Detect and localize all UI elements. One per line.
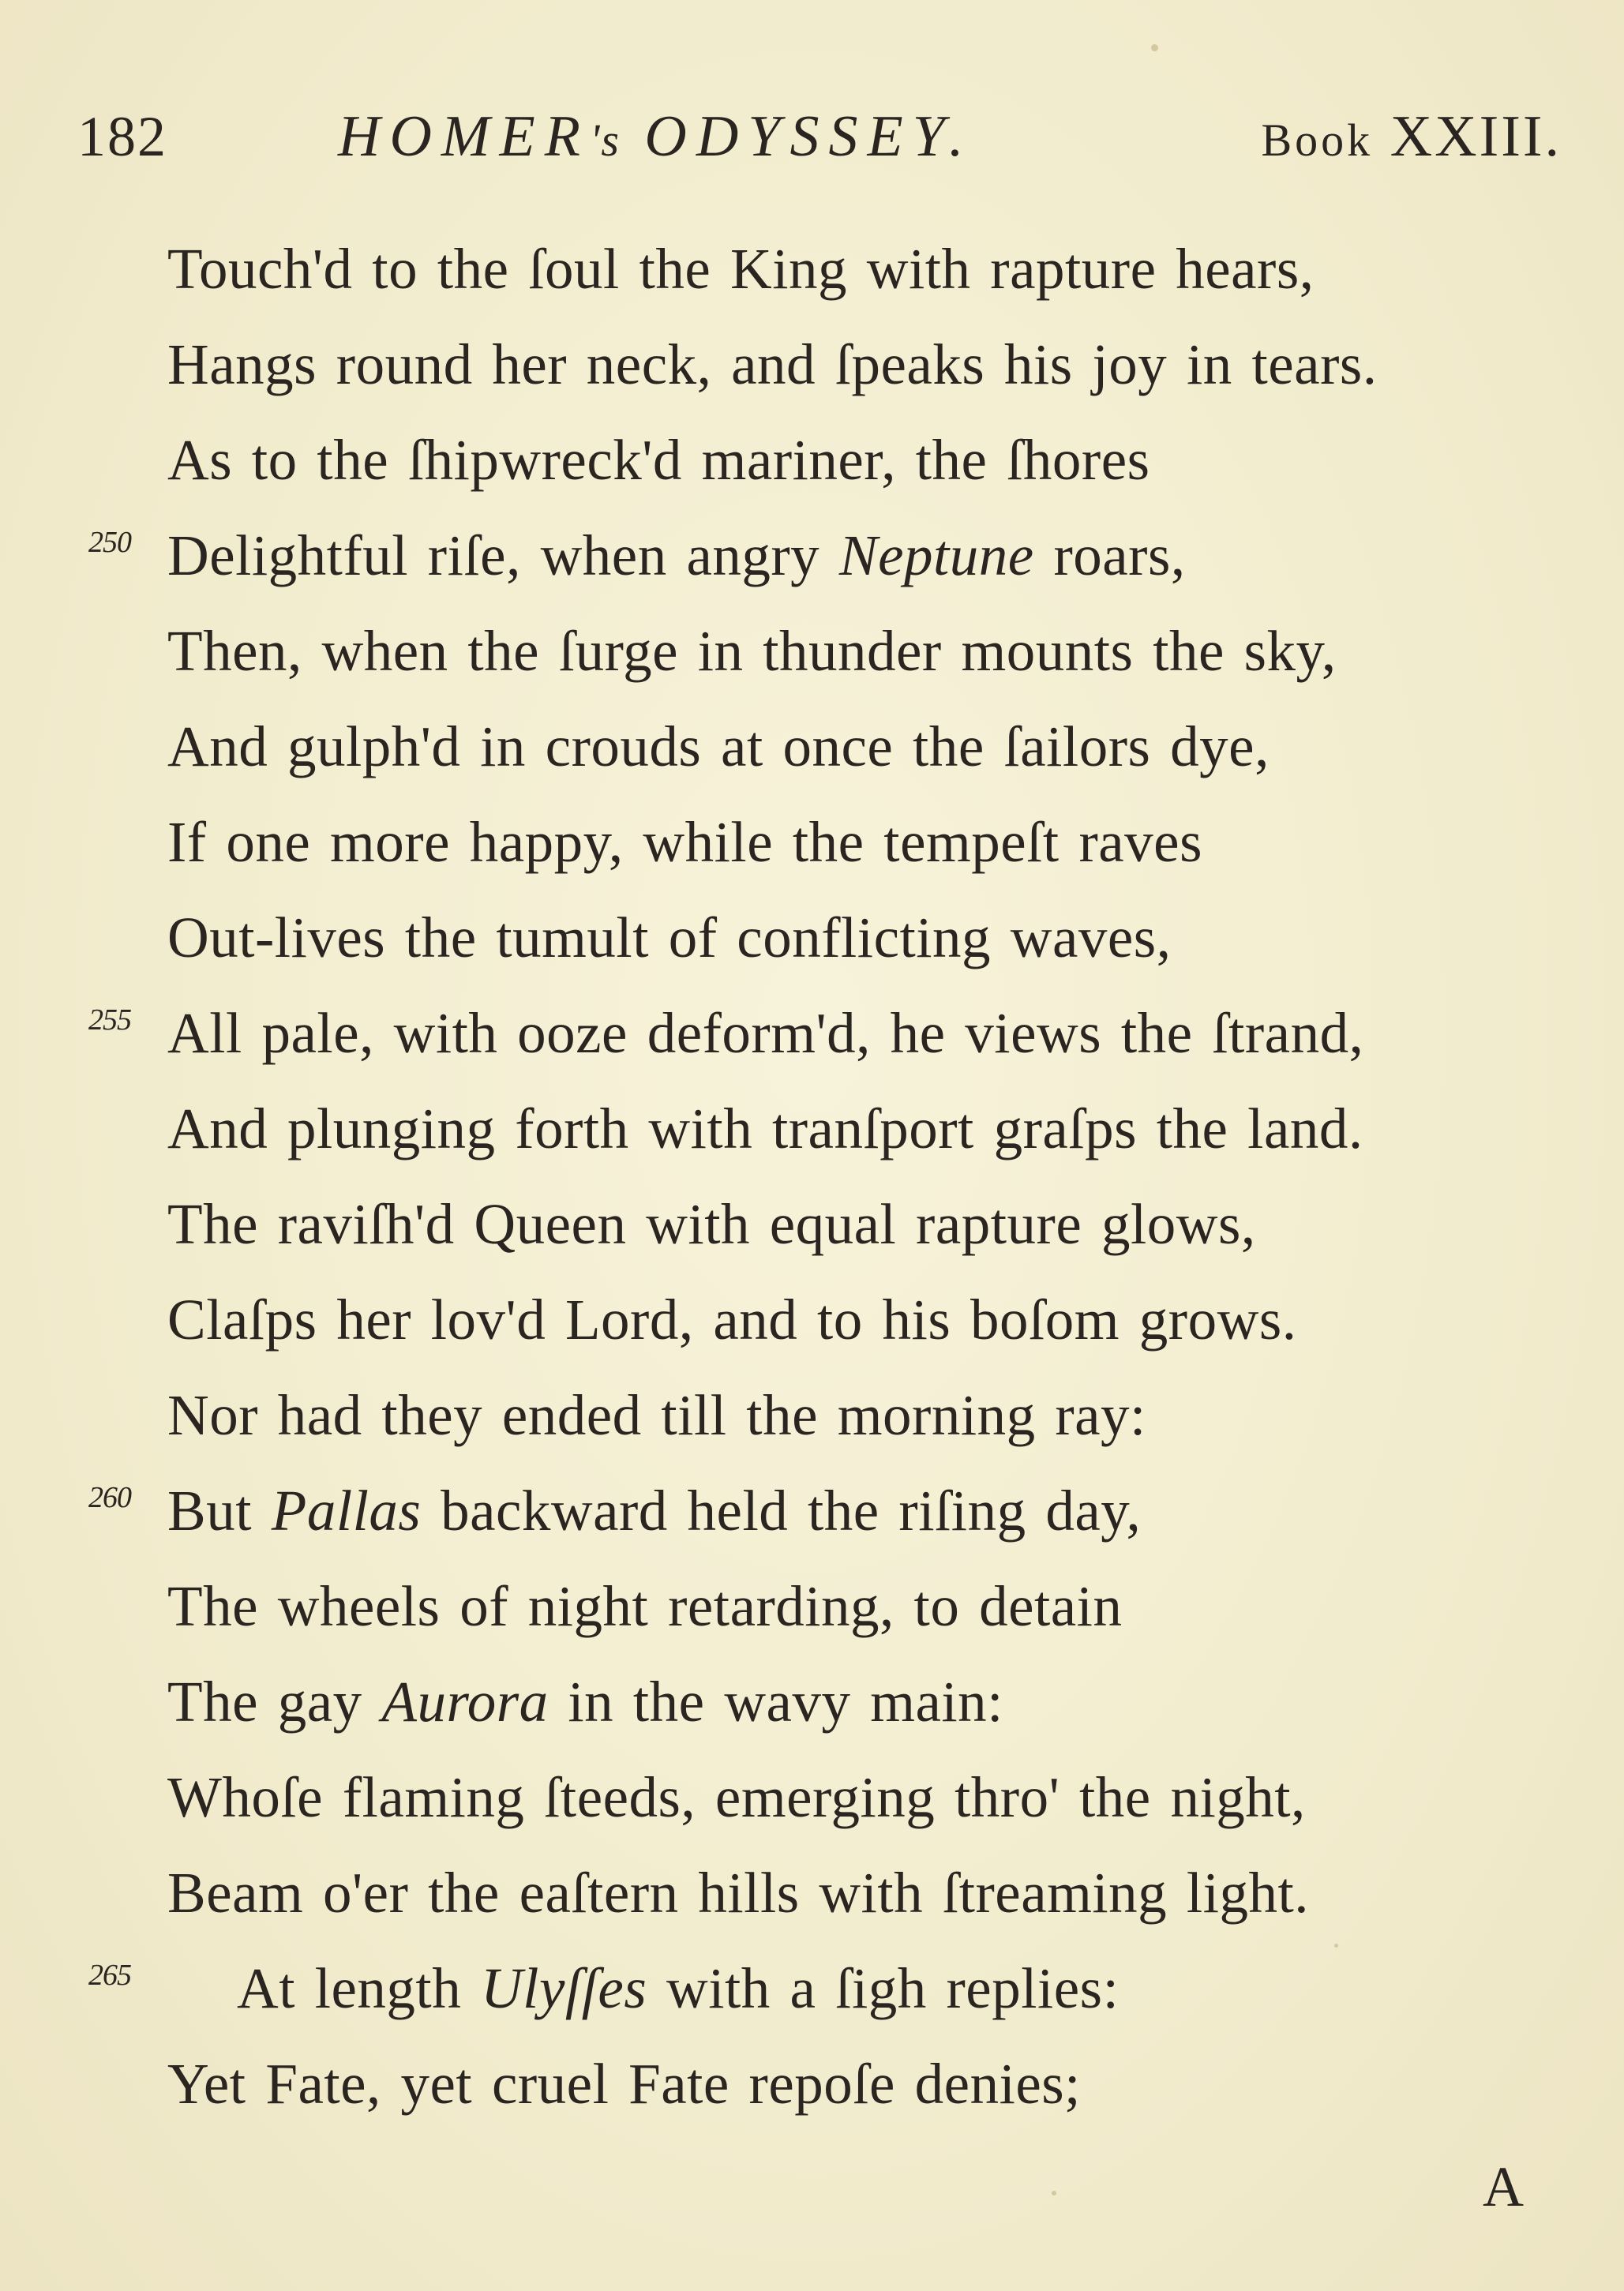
verse-text — [167, 794, 1202, 890]
verse-segment: But — [167, 1479, 272, 1543]
line-number: 250 — [88, 526, 131, 559]
verse-segment: And gulph'd in crouds at once the ſailors dye, — [167, 714, 1270, 778]
verse-block — [0, 221, 1624, 2132]
verse-line — [0, 699, 1624, 794]
verse-line — [0, 1749, 1624, 1845]
verse-text — [167, 699, 1270, 794]
catchword: A — [1483, 2155, 1524, 2218]
verse-segment: Out-lives the tumult of conflicting waves, — [167, 906, 1172, 969]
title-rest: ODYSSEY. — [644, 104, 973, 169]
paper-speck — [1334, 1944, 1338, 1948]
verse-segment: backward held the riſing day, — [421, 1479, 1142, 1543]
verse-segment: And plunging forth with tranſport graſps the land. — [167, 1097, 1363, 1160]
verse-text — [237, 1940, 1119, 2036]
verse-text — [167, 412, 1150, 508]
verse-line — [0, 1940, 1624, 2036]
verse-text — [167, 890, 1171, 985]
verse-line — [0, 603, 1624, 699]
verse-segment: All pale, with ooze deform'd, he views the ſtrand, — [167, 1001, 1364, 1065]
italic-proper-name: Pallas — [271, 1479, 422, 1543]
verse-text — [167, 2036, 1081, 2132]
verse-text — [167, 317, 1378, 412]
verse-line — [0, 985, 1624, 1081]
verse-segment: At length — [237, 1956, 481, 2020]
italic-proper-name: Neptune — [838, 523, 1034, 587]
verse-line — [0, 1558, 1624, 1654]
verse-line — [0, 1367, 1624, 1463]
verse-segment: As to the ſhipwreck'd mariner, the ſhores — [167, 428, 1150, 492]
verse-line — [0, 890, 1624, 985]
verse-text — [167, 1558, 1122, 1654]
paper-speck — [1151, 44, 1158, 51]
verse-line — [0, 412, 1624, 508]
title-main: HOMER — [338, 104, 590, 169]
verse-segment: Whoſe flaming ſteeds, emerging thro' the night, — [167, 1765, 1306, 1829]
paper-speck — [1052, 2191, 1056, 2195]
verse-text — [167, 1749, 1306, 1845]
verse-text — [167, 1272, 1296, 1367]
verse-segment: with a ſigh replies: — [647, 1956, 1120, 2020]
line-number: 260 — [88, 1481, 131, 1514]
verse-line — [0, 1081, 1624, 1176]
verse-text — [167, 1654, 1003, 1749]
verse-text — [167, 1463, 1141, 1558]
verse-text — [167, 985, 1363, 1081]
verse-line — [0, 221, 1624, 317]
verse-line — [0, 1463, 1624, 1558]
verse-line — [0, 1272, 1624, 1367]
verse-line — [0, 1654, 1624, 1749]
book-word: Book — [1261, 114, 1374, 166]
verse-text — [167, 603, 1337, 699]
verse-segment: in the wavy main: — [548, 1670, 1003, 1734]
verse-text — [167, 1845, 1309, 1940]
verse-line — [0, 317, 1624, 412]
verse-segment: Hangs round her neck, and ſpeaks his joy in tears. — [167, 332, 1378, 396]
italic-proper-name: Aurora — [381, 1670, 549, 1734]
verse-segment: If one more happy, while the tempeſt raves — [167, 810, 1202, 874]
verse-segment: roars, — [1033, 523, 1186, 587]
verse-segment: The raviſh'd Queen with equal rapture glows, — [167, 1192, 1256, 1256]
verse-segment: Delightful riſe, when angry — [167, 523, 839, 587]
verse-segment: Yet Fate, yet cruel Fate repoſe denies; — [167, 2052, 1081, 2116]
verse-segment: Claſps her lov'd Lord, and to his boſom grows. — [167, 1288, 1297, 1352]
book-label — [1262, 101, 1562, 176]
verse-text — [167, 1176, 1256, 1272]
line-number: 265 — [88, 1959, 131, 1992]
verse-segment: The wheels of night retarding, to detain — [167, 1574, 1123, 1638]
verse-line — [0, 1176, 1624, 1272]
verse-line — [0, 794, 1624, 890]
line-number: 255 — [88, 1003, 131, 1037]
verse-text — [167, 508, 1186, 603]
italic-proper-name: Ulyſſes — [480, 1956, 647, 2020]
title-possessive: 's — [589, 114, 621, 166]
running-title — [338, 101, 973, 176]
verse-segment: Beam o'er the eaſtern hills with ſtreaming light. — [167, 1861, 1310, 1925]
verse-segment: The gay — [167, 1670, 382, 1734]
verse-text — [167, 1367, 1146, 1463]
verse-line — [0, 2036, 1624, 2132]
verse-text — [167, 1081, 1363, 1176]
verse-text — [167, 221, 1315, 317]
verse-segment: Nor had they ended till the morning ray: — [167, 1383, 1146, 1447]
running-head — [77, 101, 1562, 172]
book-number: XXIII. — [1390, 104, 1562, 169]
verse-segment: Then, when the ſurge in thunder mounts the sky, — [167, 619, 1337, 683]
verse-line — [0, 508, 1624, 603]
page-number: 182 — [77, 105, 167, 168]
verse-line — [0, 1845, 1624, 1940]
verse-segment: Touch'd to the ſoul the King with rapture hears, — [167, 237, 1315, 301]
